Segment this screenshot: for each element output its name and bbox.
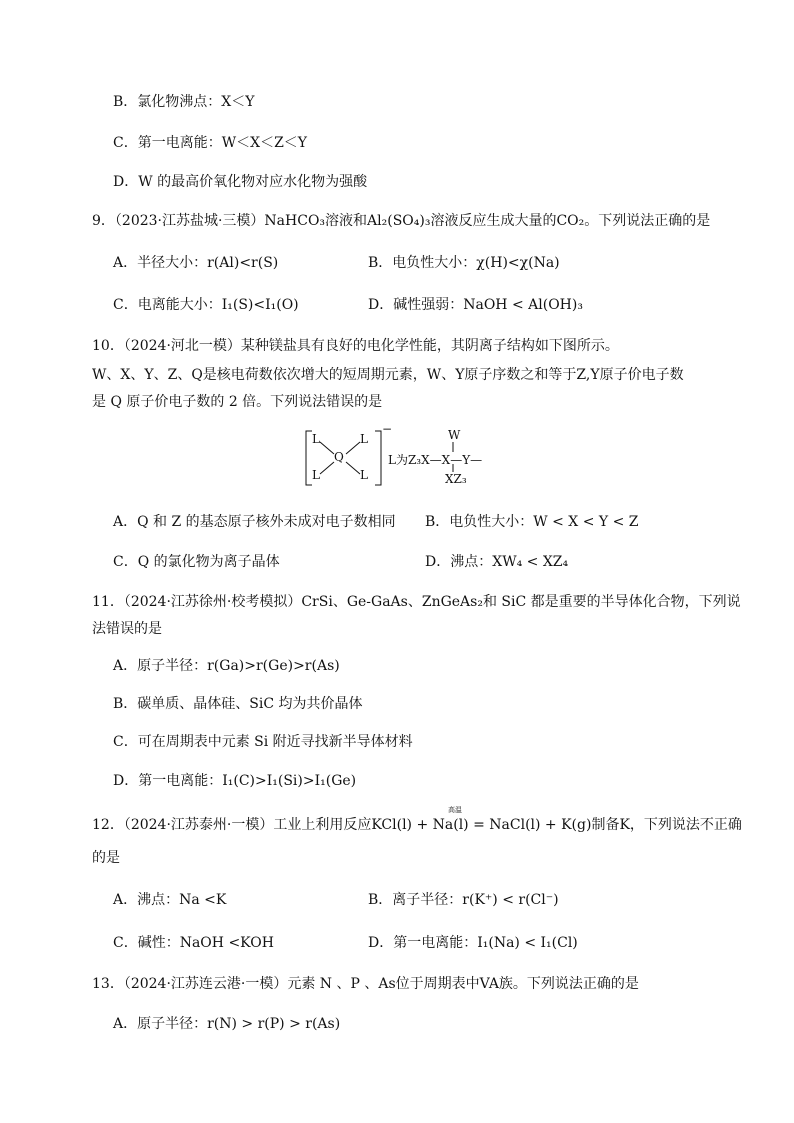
option-8c: C．第一电离能：W＜X＜Z＜Y (113, 135, 308, 151)
atom-w: W (448, 428, 461, 442)
question-10-line2: W、X、Y、Z、Q是核电荷数依次增大的短周期元素，W、Y原子序数之和等于Z,Y原子价电子数 (92, 367, 684, 383)
question-12-line2: 的是 (92, 850, 120, 866)
option-8d: D．W 的最高价氧化物对应水化物为强酸 (113, 174, 368, 190)
question-13: 13．（2024·江苏连云港·一模）元素 N 、P 、As位于周期表中VA族。下列说法正确的是 (92, 976, 639, 992)
option-10a: A．Q 和 Z 的基态原子核外未成对电子数相同 (113, 514, 396, 530)
option-10d: D．沸点：XW₄ < XZ₄ (425, 554, 569, 570)
option-13a: A．原子半径：r(N) > r(P) > r(As) (113, 1016, 341, 1032)
ligand-l-4: L (360, 468, 368, 482)
option-12d: D．第一电离能：I₁(Na) < I₁(Cl) (368, 935, 578, 951)
reaction-condition: 高温 (448, 806, 462, 814)
option-11c: C．可在周期表中元素 Si 附近寻找新半导体材料 (113, 734, 413, 750)
ligand-l-2: L (360, 432, 368, 446)
option-9a: A．半径大小：r(Al)<r(S) (113, 255, 279, 271)
center-q: Q (334, 450, 344, 464)
option-11d: D．第一电离能：I₁(C)>I₁(Si)>I₁(Ge) (113, 773, 357, 789)
group-xz3: XZ₃ (445, 472, 467, 486)
option-11b: B．碳单质、晶体硅、SiC 均为共价晶体 (113, 696, 363, 712)
option-9b: B．电负性大小：χ(H)<χ(Na) (368, 255, 560, 271)
option-10b: B．电负性大小：W < X < Y < Z (425, 514, 639, 530)
ligand-l-3: L (312, 468, 320, 482)
question-11-line1: 11．（2024·江苏徐州·校考模拟）CrSi、Ge-GaAs、ZnGeAs₂和 SiC 都是重要的半导体化合物，下列说 (92, 594, 741, 610)
anion-structure-diagram (300, 422, 520, 488)
ligand-l-1: L (312, 432, 320, 446)
question-10-line1: 10．（2024·河北一模）某种镁盐具有良好的电化学性能，其阴离子结构如下图所示。 (92, 338, 619, 354)
option-12b: B．离子半径：r(K⁺) < r(Cl⁻) (368, 892, 559, 908)
ligand-definition: L为Z₃X—X—Y— (388, 453, 483, 467)
option-8b: B．氯化物沸点：X＜Y (113, 94, 255, 110)
option-12c: C．碱性：NaOH <KOH (113, 935, 274, 951)
charge-minus: − (382, 422, 393, 436)
option-9c: C．电离能大小：I₁(S)<I₁(O) (113, 297, 299, 313)
question-11-line2: 法错误的是 (92, 621, 162, 637)
question-10-line3: 是 Q 原子价电子数的 2 倍。下列说法错误的是 (92, 394, 383, 410)
option-9d: D．碱性强弱：NaOH < Al(OH)₃ (368, 297, 583, 313)
question-9: 9．（2023·江苏盐城·三模）NaHCO₃溶液和Al₂(SO₄)₃溶液反应生成大量的CO₂。下列说法正确的是 (92, 213, 711, 229)
question-12-line1: 12．（2024·江苏泰州·一模）工业上利用反应KCl(l) + Na(l) = NaCl(l) + K(g)制备K，下列说法不正确 (92, 817, 742, 833)
option-10c: C．Q 的氯化物为离子晶体 (113, 554, 280, 570)
option-11a: A．原子半径：r(Ga)>r(Ge)>r(As) (113, 658, 340, 674)
option-12a: A．沸点：Na <K (113, 892, 227, 908)
